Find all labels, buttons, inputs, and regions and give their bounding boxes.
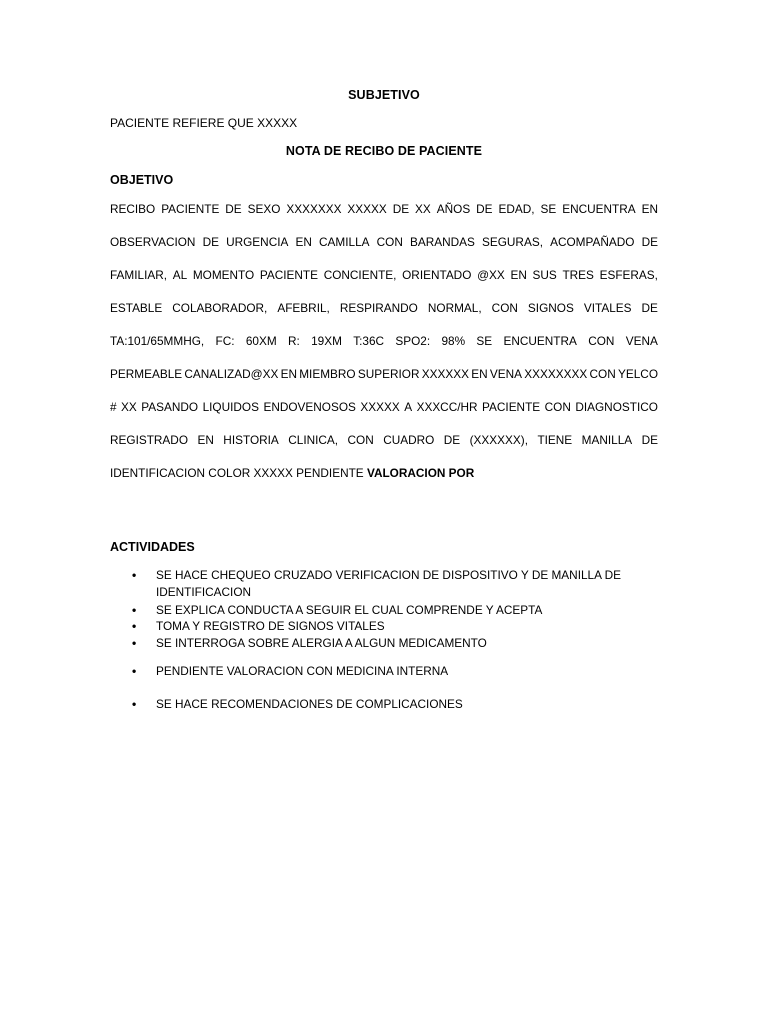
objetivo-word: DE bbox=[392, 202, 410, 216]
objetivo-word: PACIENTE bbox=[482, 400, 541, 414]
objetivo-word: CONCIENTE, bbox=[323, 268, 397, 282]
objetivo-last-line bbox=[110, 461, 658, 494]
objetivo-word: CON bbox=[376, 235, 403, 249]
subjetivo-text: PACIENTE REFIERE QUE XXXXX bbox=[110, 116, 298, 130]
objetivo-line bbox=[110, 263, 658, 296]
objetivo-word: ORIENTADO bbox=[402, 268, 472, 282]
objetivo-heading: OBJETIVO bbox=[110, 173, 174, 187]
objetivo-word: AFEBRIL, bbox=[277, 301, 330, 315]
objetivo-word: 19XM bbox=[311, 334, 342, 348]
objetivo-line bbox=[110, 296, 658, 329]
bullet-icon: • bbox=[132, 619, 137, 633]
objetivo-word: SPO2: bbox=[395, 334, 431, 348]
objetivo-word: EN bbox=[471, 367, 488, 381]
objetivo-word: DE bbox=[476, 202, 493, 216]
objetivo-word: XXXXX bbox=[360, 400, 400, 414]
objetivo-word: TIENE bbox=[537, 433, 573, 447]
objetivo-word: EN bbox=[280, 367, 297, 381]
bullet-icon: • bbox=[132, 664, 137, 678]
objetivo-word: EN bbox=[197, 433, 214, 447]
objetivo-word: PACIENTE bbox=[259, 268, 319, 282]
objetivo-word: EN bbox=[295, 235, 312, 249]
objetivo-word: DE bbox=[202, 235, 219, 249]
objetivo-word: EN bbox=[510, 268, 527, 282]
objetivo-word: PASANDO bbox=[141, 400, 199, 414]
objetivo-word: ENCUENTRA bbox=[503, 334, 577, 348]
objetivo-word: CON bbox=[589, 367, 616, 381]
objetivo-word: EN bbox=[641, 202, 658, 216]
objetivo-word: MANILLA bbox=[581, 433, 633, 447]
objetivo-word: XXXXXXX bbox=[286, 202, 342, 216]
nota-title: NOTA DE RECIBO DE PACIENTE bbox=[285, 144, 483, 158]
objetivo-word: CUADRO bbox=[383, 433, 435, 447]
objetivo-word: VITALES bbox=[583, 301, 632, 315]
objetivo-word: MIEMBRO bbox=[299, 367, 356, 381]
objetivo-word: CON bbox=[588, 334, 615, 348]
objetivo-paragraph bbox=[110, 197, 658, 494]
objetivo-word: SUPERIOR bbox=[357, 367, 420, 381]
objetivo-word: DE bbox=[641, 433, 658, 447]
list-item-text: PENDIENTE VALORACION CON MEDICINA INTERNA bbox=[156, 664, 449, 678]
bullet-icon: • bbox=[132, 697, 137, 711]
objetivo-word: SUS bbox=[532, 268, 557, 282]
list-item-text: SE EXPLICA CONDUCTA A SEGUIR EL CUAL COMPRENDE Y ACEPTA bbox=[156, 603, 543, 617]
bullet-icon: • bbox=[132, 568, 137, 582]
objetivo-word: AL bbox=[172, 268, 188, 282]
objetivo-word: XX bbox=[121, 400, 137, 414]
objetivo-word: RESPIRANDO bbox=[339, 301, 418, 315]
objetivo-line bbox=[110, 428, 658, 461]
bullet-icon: • bbox=[132, 636, 137, 650]
objetivo-word: TRES bbox=[562, 268, 594, 282]
objetivo-line bbox=[110, 395, 658, 428]
list-item-text: SE HACE CHEQUEO CRUZADO VERIFICACION DE DISPOSITIVO Y DE MANILLA DE IDENTIFICACION bbox=[156, 568, 621, 599]
objetivo-word: DIAGNOSTICO bbox=[575, 400, 658, 414]
objetivo-word: CON bbox=[491, 301, 518, 315]
objetivo-word: COLABORADOR, bbox=[172, 301, 268, 315]
objetivo-word: HISTORIA bbox=[223, 433, 279, 447]
objetivo-word: SE bbox=[476, 334, 493, 348]
objetivo-word: DE bbox=[443, 433, 461, 447]
list-item-text: SE INTERROGA SOBRE ALERGIA A ALGUN MEDICAMENTO bbox=[156, 636, 487, 650]
objetivo-word: LIQUIDOS bbox=[202, 400, 259, 414]
objetivo-word: MOMENTO bbox=[192, 268, 255, 282]
objetivo-word: FC: bbox=[215, 334, 235, 348]
objetivo-word: RECIBO bbox=[110, 202, 156, 216]
objetivo-word: XX bbox=[415, 202, 431, 216]
objetivo-word: REGISTRADO bbox=[110, 433, 188, 447]
objetivo-word: CLINICA, bbox=[288, 433, 339, 447]
objetivo-word: XXXXX bbox=[347, 202, 387, 216]
bullet-icon: • bbox=[132, 603, 137, 617]
objetivo-word: XXXXXX bbox=[421, 367, 469, 381]
objetivo-word: XXXXXXXX bbox=[524, 367, 588, 381]
objetivo-word: OBSERVACION bbox=[110, 235, 196, 249]
objetivo-word: EDAD, bbox=[498, 202, 535, 216]
objetivo-line bbox=[110, 230, 658, 263]
objetivo-word: SE bbox=[540, 202, 557, 216]
objetivo-line bbox=[110, 197, 658, 230]
objetivo-word: DE bbox=[225, 202, 242, 216]
objetivo-word: PACIENTE bbox=[161, 202, 220, 216]
objetivo-word: R: bbox=[287, 334, 300, 348]
objetivo-word: AÑOS bbox=[436, 202, 471, 216]
objetivo-word: 60XM bbox=[245, 334, 277, 348]
objetivo-word: CAMILLA bbox=[319, 235, 370, 249]
objetivo-word: ACOMPAÑADO bbox=[550, 235, 635, 249]
objetivo-word: ESTABLE bbox=[110, 301, 163, 315]
objetivo-word: FAMILIAR, bbox=[110, 268, 168, 282]
objetivo-word: SIGNOS bbox=[527, 301, 574, 315]
objetivo-line bbox=[110, 362, 658, 395]
objetivo-word: CANALIZAD@XX bbox=[184, 367, 279, 381]
objetivo-last-text: IDENTIFICACION COLOR XXXXX PENDIENTE bbox=[110, 466, 364, 480]
objetivo-word: URGENCIA bbox=[226, 235, 289, 249]
objetivo-word: ENDOVENOSOS bbox=[263, 400, 356, 414]
objetivo-word: CON bbox=[544, 400, 571, 414]
objetivo-word: ENCUENTRA bbox=[562, 202, 636, 216]
actividades-heading: ACTIVIDADES bbox=[110, 540, 195, 554]
objetivo-last-bold: VALORACION POR bbox=[366, 466, 475, 480]
objetivo-word: VENA bbox=[489, 367, 523, 381]
objetivo-word: SEXO bbox=[247, 202, 281, 216]
objetivo-line bbox=[110, 329, 658, 362]
subjetivo-heading: SUBJETIVO bbox=[348, 88, 420, 102]
objetivo-word: # bbox=[110, 400, 117, 414]
list-item-text: TOMA Y REGISTRO DE SIGNOS VITALES bbox=[156, 619, 385, 633]
objetivo-word: DE bbox=[641, 235, 658, 249]
objetivo-word: XXXCC/HR bbox=[416, 400, 478, 414]
objetivo-word: @XX bbox=[477, 268, 505, 282]
objetivo-word: (XXXXXX), bbox=[469, 433, 528, 447]
objetivo-word: BARANDAS bbox=[409, 235, 475, 249]
objetivo-word: PERMEABLE bbox=[110, 367, 183, 381]
objetivo-word: SEGURAS, bbox=[482, 235, 543, 249]
list-item-text: SE HACE RECOMENDACIONES DE COMPLICACIONES bbox=[156, 697, 463, 711]
objetivo-word: ESFERAS, bbox=[599, 268, 658, 282]
objetivo-word: NORMAL, bbox=[427, 301, 482, 315]
objetivo-word: CON bbox=[347, 433, 374, 447]
objetivo-word: DE bbox=[641, 301, 658, 315]
objetivo-word: VENA bbox=[625, 334, 658, 348]
objetivo-word: T:36C bbox=[353, 334, 385, 348]
objetivo-word: 98% bbox=[441, 334, 466, 348]
objetivo-word: YELCO bbox=[618, 367, 658, 381]
objetivo-word: TA:101/65MMHG, bbox=[110, 334, 205, 348]
objetivo-word: A bbox=[404, 400, 413, 414]
